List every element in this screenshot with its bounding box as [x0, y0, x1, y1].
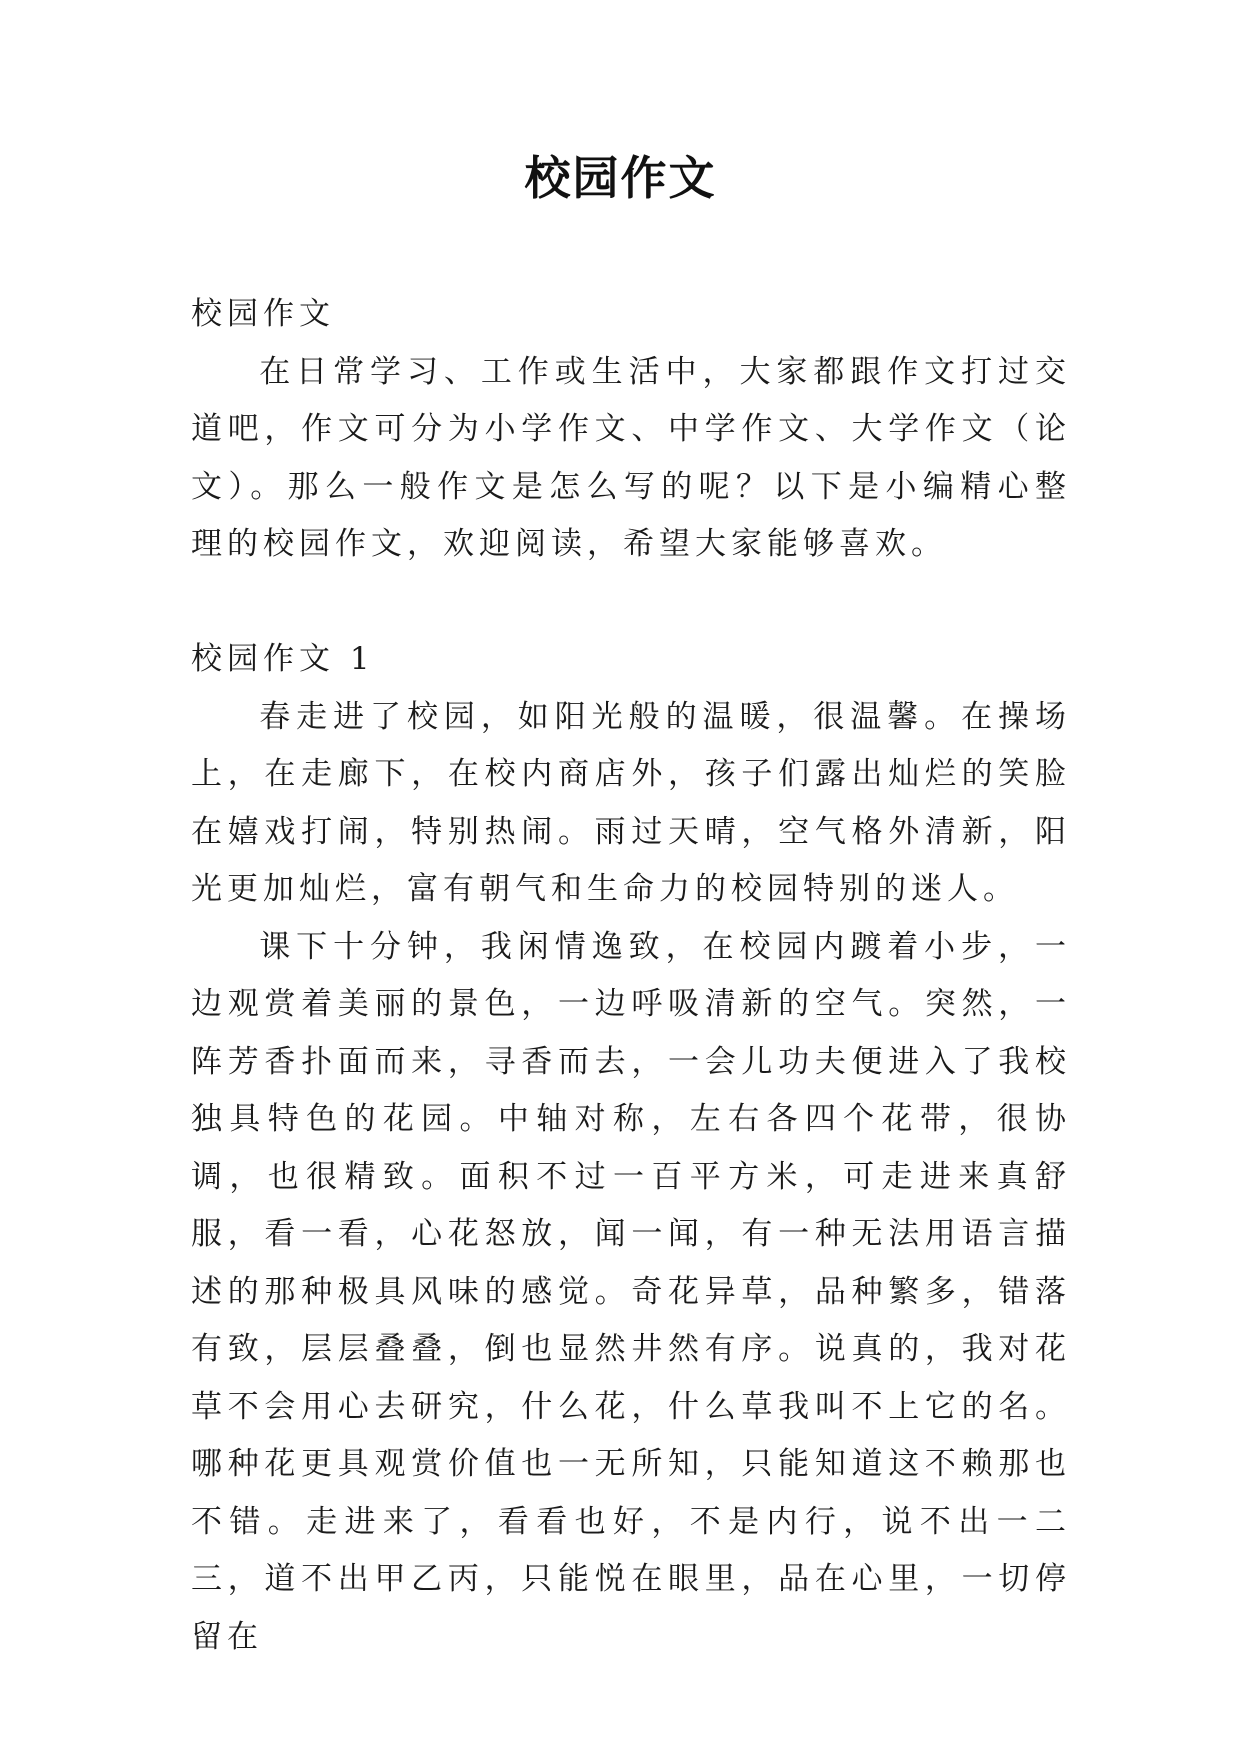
intro-heading: 校园作文	[191, 296, 335, 332]
document-title: 校园作文	[524, 151, 717, 205]
intro-paragraph: 在日常学习、工作或生活中，大家都跟作文打过交道吧，作文可分为小学作文、中学作文、大学作文（论文）。那么一般作文是怎么写的呢？以下是小编精心整理的校园作文，欢迎阅读，希望大家能够喜欢。	[191, 353, 1071, 562]
section1-paragraph-1: 春走进了校园，如阳光般的温暖，很温馨。在操场上，在走廊下，在校内商店外，孩子们露出灿烂的笑脸在嬉戏打闹，特别热闹。雨过天晴，空气格外清新，阳光更加灿烂，富有朝气和生命力的校园特别的迷人。	[191, 698, 1071, 907]
section-spacer	[191, 574, 1071, 632]
section1-heading: 校园作文 1	[191, 641, 375, 677]
document-body	[191, 286, 1071, 1666]
section1-paragraph-2: 课下十分钟，我闲情逸致，在校园内踱着小步，一边观赏着美丽的景色，一边呼吸清新的空气。突然，一阵芳香扑面而来，寻香而去，一会儿功夫便进入了我校独具特色的花园。中轴对称，左右各四个花带，很协调，也很精致。面积不过一百平方米，可走进来真舒服，看一看，心花怒放，闻一闻，有一种无法用语言描述的那种极具风味的感觉。奇花异草，品种繁多，错落有致，层层叠叠，倒也显然井然有序。说真的，我对花草不会用心去研究，什么花，什么草我叫不上它的名。哪种花更具观赏价值也一无所知，只能知道这不赖那也不错。走进来了，看看也好，不是内行，说不出一二三，道不出甲乙丙，只能悦在眼里，品在心里，一切停留在	[191, 928, 1071, 1655]
